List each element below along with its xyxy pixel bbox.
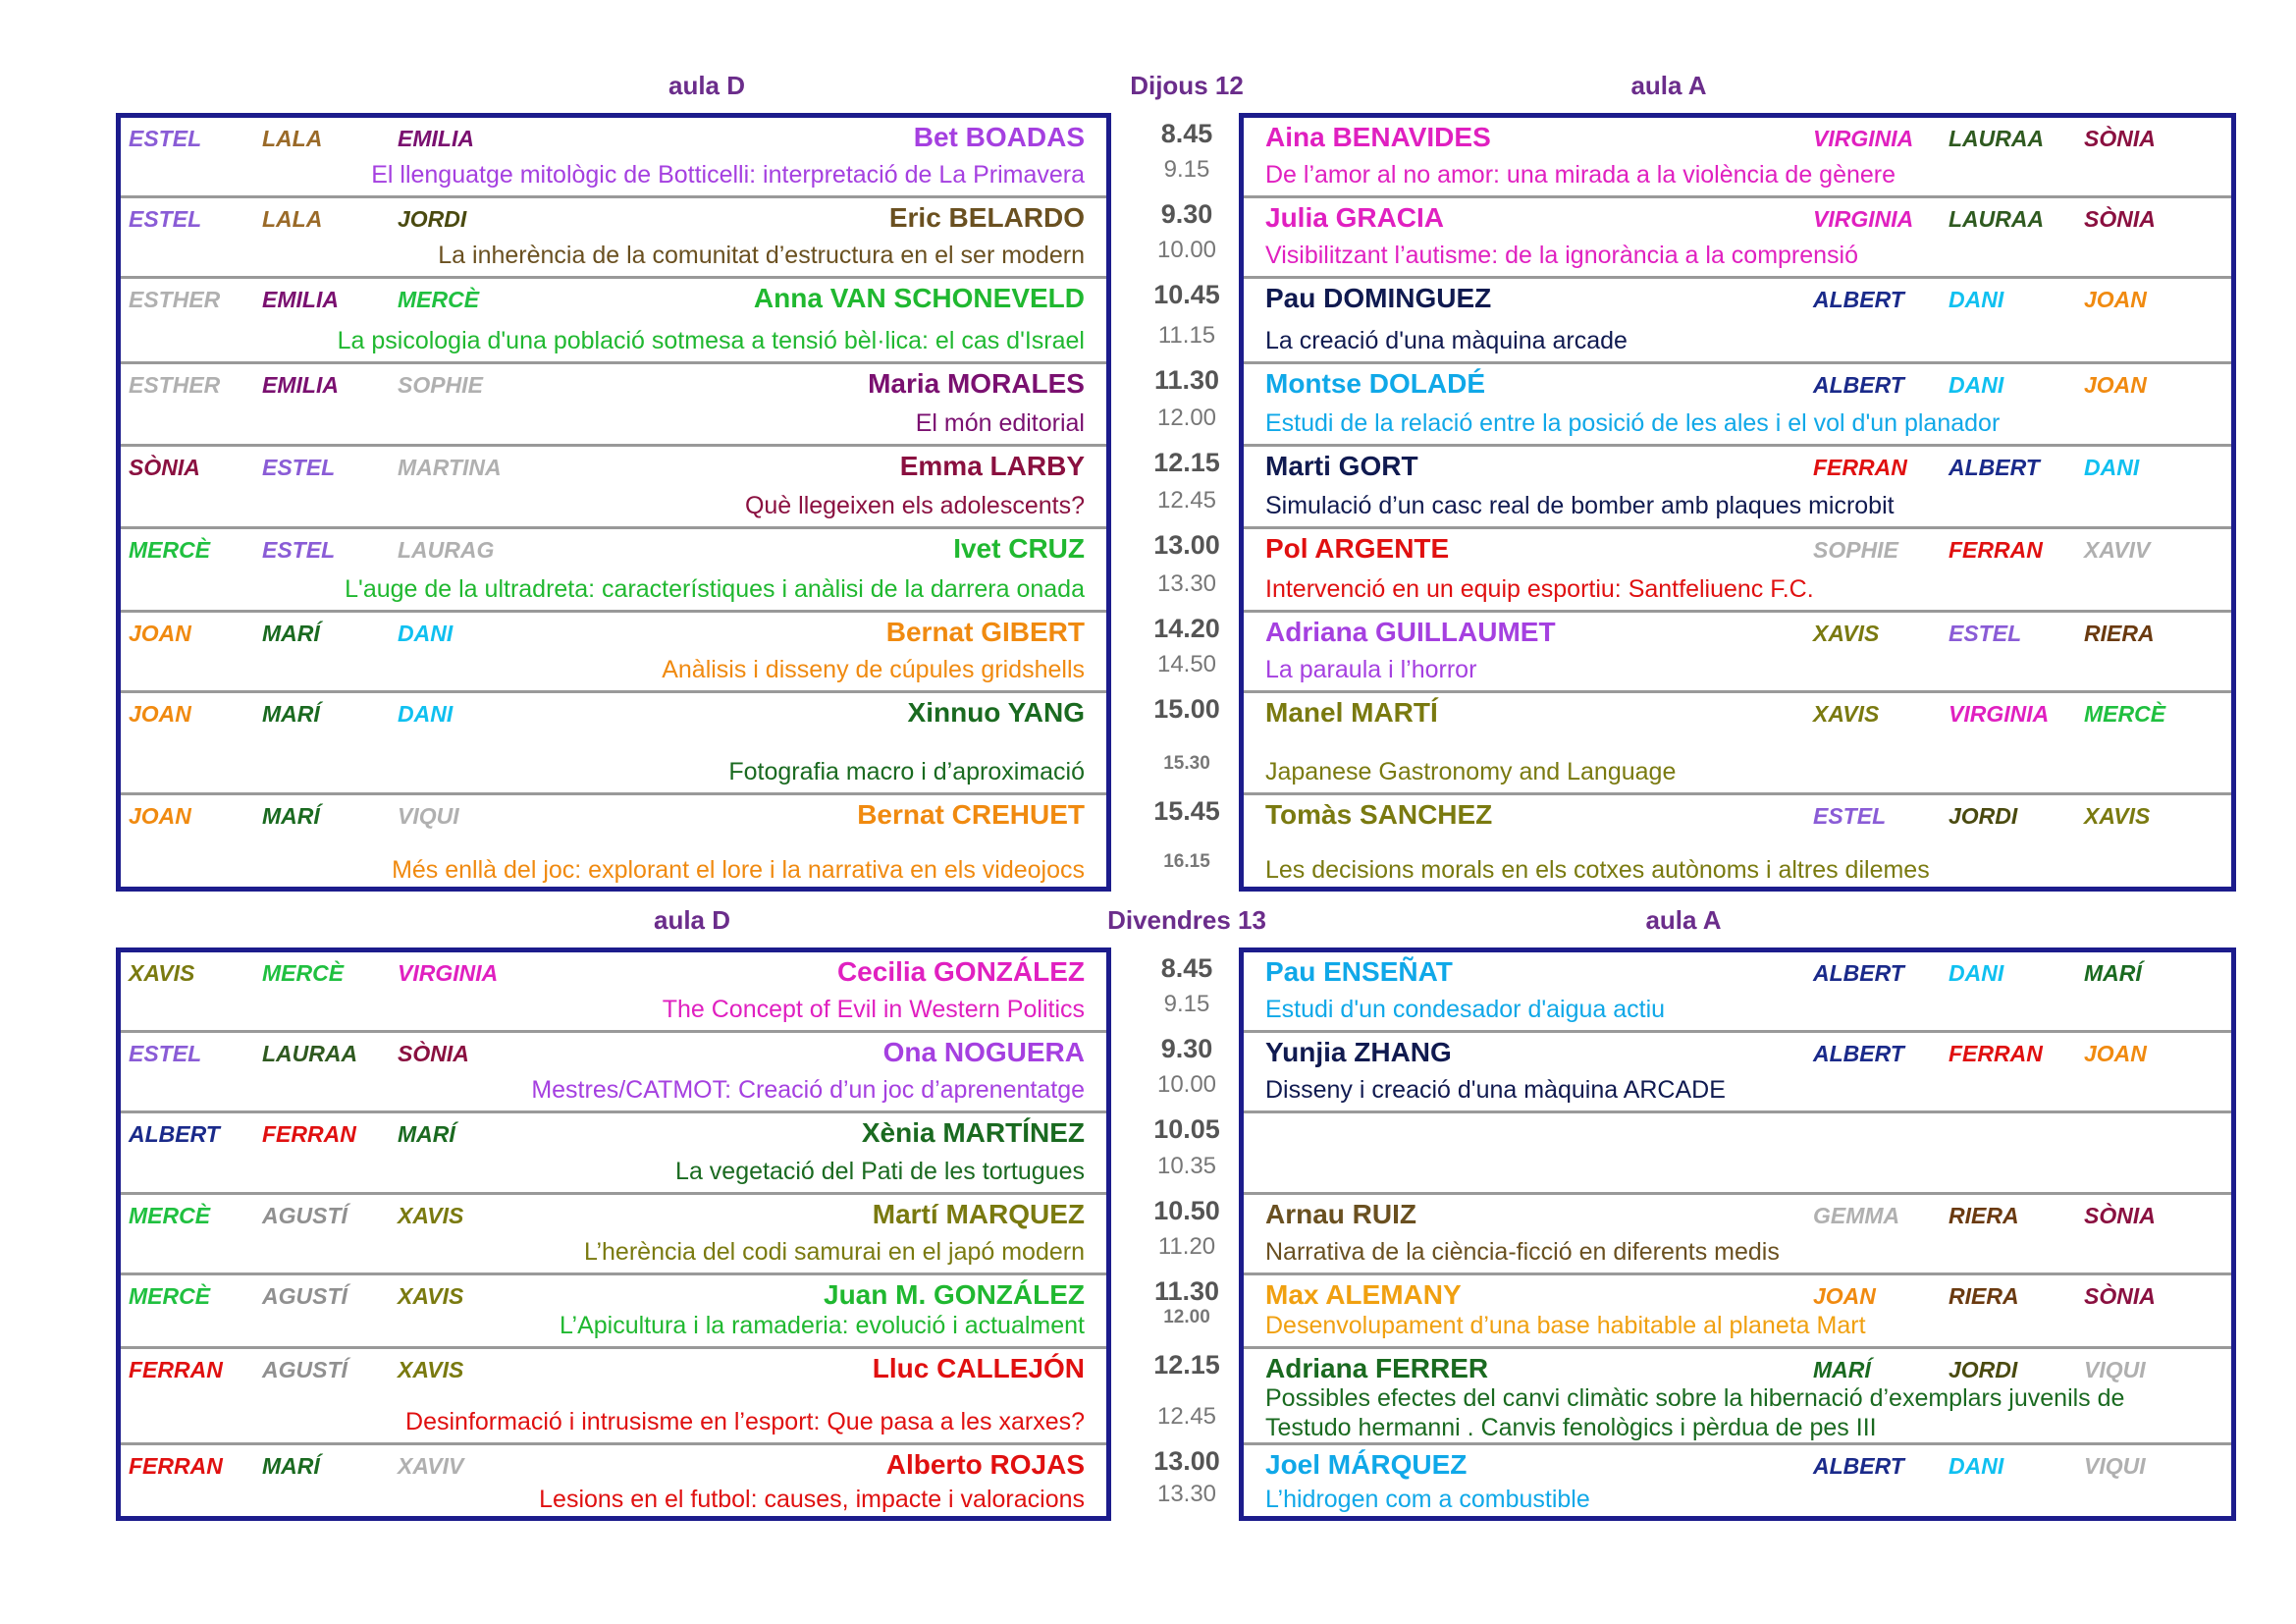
evaluator-name: XAVIS [398,1357,464,1382]
end-time: 12.00 [1156,405,1217,431]
evaluator-name: JOAN [129,621,191,646]
project-title: La vegetació del Pati de les tortugues [675,1158,1085,1185]
evaluator-name: MERCÈ [2084,701,2166,727]
time-slot [1111,1271,1262,1344]
project-title: Anàlisis i disseny de cúpules gridshells [662,656,1085,683]
student-name: Joel MÁRQUEZ [1265,1449,1468,1480]
evaluator-name: MARÍ [262,803,320,829]
start-time: 8.45 [1160,953,1213,983]
table-row [1244,613,2231,693]
evaluator-name: JORDI [1949,803,2018,829]
day-header: Dijous 12 [1130,71,1244,100]
project-title: Més enllà del joc: explorant el lore i la narrativa en els videojocs [392,856,1085,884]
start-time: 9.30 [1160,1034,1213,1063]
time-slot [1111,359,1262,442]
evaluator-name: XAVIV [2084,537,2151,563]
student-name: Max ALEMANY [1265,1279,1462,1310]
end-time: 9.15 [1163,156,1210,183]
evaluator-name: AGUSTÍ [262,1357,347,1382]
student-name: Anna VAN SCHONEVELD [753,283,1085,313]
project-title: Desenvolupament d’una base habitable al planeta Mart [1265,1312,1866,1339]
student-name: Tomàs SANCHEZ [1265,799,1493,830]
evaluator-name: FERRAN [1813,455,1907,480]
evaluator-name: ALBERT [1813,372,1904,398]
evaluator-name: SÒNIA [2084,1283,2156,1309]
evaluator-name: ESTHER [129,372,221,398]
time-slot [1111,113,1262,193]
project-title: L’Apicultura i la ramaderia: evolució i actualment [560,1312,1085,1339]
evaluator-name: ALBERT [1949,455,2040,480]
evaluator-name: ESTEL [262,455,336,480]
student-name: Eric BELARDO [888,202,1085,233]
start-time: 9.30 [1160,199,1213,229]
table-row [121,279,1106,364]
student-name: Xènia MARTÍNEZ [861,1117,1085,1148]
evaluator-name: ESTEL [129,126,202,151]
end-time: 9.15 [1163,991,1210,1017]
row-divider [1244,1442,2231,1445]
room-header-left: aula D [653,905,731,935]
evaluator-name: EMILIA [262,372,339,398]
time-slot [1111,947,1262,1028]
student-name: Ivet CRUZ [953,533,1085,564]
start-time: 15.45 [1153,796,1220,826]
student-name: Bet BOADAS [913,122,1085,152]
table-row [121,1445,1106,1523]
end-time: 10.00 [1156,237,1217,263]
row-divider [121,690,1106,693]
evaluator-name: XAVIS [1813,701,1880,727]
row-divider [1244,690,2231,693]
table-row [121,1349,1106,1445]
table-row [121,198,1106,279]
evaluator-name: XAVIS [1813,621,1880,646]
end-time: 13.30 [1156,1481,1217,1507]
evaluator-name: RIERA [1949,1203,2019,1228]
evaluator-name: DANI [1949,1453,2004,1479]
table-row [121,795,1106,893]
table-row [1244,1195,2231,1275]
evaluator-name: MERCÈ [262,960,345,986]
evaluator-name: MERCÈ [398,287,480,312]
student-name: Aina BENAVIDES [1265,122,1491,152]
end-time: 12.00 [1163,1307,1210,1327]
table-row [121,1275,1106,1349]
row-divider [1244,610,2231,613]
project-title: L’hidrogen com a combustible [1265,1486,1590,1513]
evaluator-name: VIRGINIA [1813,126,1914,151]
evaluator-name: VIQUI [2084,1357,2146,1382]
evaluator-name: AGUSTÍ [262,1203,347,1228]
row-divider [121,1110,1106,1113]
student-name: Maria MORALES [868,368,1085,399]
end-time: 11.20 [1157,1233,1216,1260]
project-title: Japanese Gastronomy and Language [1265,758,1677,785]
start-time: 11.30 [1153,1276,1220,1306]
evaluator-name: VIRGINIA [398,960,499,986]
student-name: Martí MARQUEZ [872,1199,1085,1229]
table-row [1244,1349,2231,1445]
evaluator-name: MARTINA [398,455,502,480]
table-row [1244,279,2231,364]
project-title: La psicologia d'una població sotmesa a tensió bèl·lica: el cas d'Israel [337,327,1085,354]
evaluator-name: DANI [1949,960,2004,986]
evaluator-name: FERRAN [129,1357,223,1382]
table-row [1244,1445,2231,1523]
evaluator-name: ESTEL [129,1041,202,1066]
evaluator-name: VIRGINIA [1813,206,1914,232]
evaluator-name: FERRAN [129,1453,223,1479]
evaluator-name: ALBERT [129,1121,220,1147]
time-slot [1111,193,1262,274]
start-time: 8.45 [1160,119,1213,148]
row-divider [1244,1192,2231,1195]
table-row [121,1033,1106,1113]
evaluator-name: ALBERT [1813,287,1904,312]
evaluator-name: VIRGINIA [1949,701,2050,727]
evaluator-name: LAURAA [262,1041,358,1066]
table-row [121,529,1106,613]
schedule-table-aula-d [116,113,1111,892]
schedule-table-aula-a [1239,113,2236,892]
student-name: Cecilia GONZÁLEZ [836,956,1085,987]
project-title: Disseny i creació d'una màquina ARCADE [1265,1076,1726,1104]
evaluator-name: LALA [262,206,323,232]
evaluator-name: GEMMA [1813,1203,1900,1228]
day-header: Divendres 13 [1107,905,1266,935]
evaluator-name: LAURAA [1949,206,2045,232]
end-time: 16.15 [1163,851,1210,872]
end-time: 10.00 [1156,1071,1217,1098]
row-divider [1244,1110,2231,1113]
table-row [121,693,1106,795]
row-divider [1244,1272,2231,1275]
row-divider [121,444,1106,447]
evaluator-name: DANI [1949,287,2004,312]
table-row [121,118,1106,198]
student-name: Emma LARBY [899,451,1085,481]
project-title: The Concept of Evil in Western Politics [662,996,1085,1023]
row-divider [1244,1346,2231,1349]
project-title: Simulació d’un casc real de bomber amb plaques microbit [1265,492,1895,519]
row-divider [1244,444,2231,447]
evaluator-name: ESTEL [1949,621,2022,646]
evaluator-name: MARÍ [398,1121,455,1147]
evaluator-name: MARÍ [1813,1357,1871,1382]
project-title: Les decisions morals en els cotxes autònoms i altres dilemes [1265,856,1930,884]
evaluator-name: JORDI [1949,1357,2018,1382]
student-name: Bernat GIBERT [885,617,1085,647]
time-slot [1111,790,1262,889]
evaluator-name: ESTEL [262,537,336,563]
evaluator-name: XAVIV [398,1453,464,1479]
row-divider [121,1346,1106,1349]
evaluator-name: FERRAN [262,1121,356,1147]
row-divider [1244,276,2231,279]
row-divider [1244,361,2231,364]
table-row [121,364,1106,447]
time-slot [1111,1028,1262,1109]
row-divider [121,1272,1106,1275]
student-name: Marti GORT [1265,451,1418,481]
evaluator-name: RIERA [2084,621,2155,646]
row-divider [121,610,1106,613]
end-time: 15.30 [1163,753,1210,774]
project-title: Desinformació i intrusisme en l’esport: Que pasa a les xarxes? [405,1408,1085,1435]
student-name: Adriana FERRER [1265,1353,1489,1383]
start-time: 10.45 [1153,280,1220,309]
row-divider [1244,526,2231,529]
student-name: Pol ARGENTE [1265,533,1450,564]
time-slot [1111,1190,1262,1271]
table-row [1244,1275,2231,1349]
evaluator-name: RIERA [1949,1283,2019,1309]
evaluator-name: MERCÈ [129,1283,211,1309]
evaluator-name: JORDI [398,206,467,232]
student-name: Alberto ROJAS [885,1449,1085,1480]
project-title: L'auge de la ultradreta: característiques i anàlisi de la darrera onada [345,575,1085,603]
student-name: Julia GRACIA [1265,202,1445,233]
evaluator-name: XAVIS [2084,803,2151,829]
student-name: Pau DOMINGUEZ [1265,283,1492,313]
end-time: 14.50 [1156,651,1217,677]
project-title: Visibilitzant l’autisme: de la ignorància a la comprensió [1265,242,1859,269]
evaluator-name: MARÍ [262,1453,320,1479]
project-title: Fotografia macro i d’aproximació [728,758,1085,785]
room-header-left: aula D [667,71,746,100]
table-row [1244,198,2231,279]
project-title: Possibles efectes del canvi climàtic sobre la hibernació d’exemplars juvenils de [1265,1384,2125,1412]
start-time: 10.05 [1153,1114,1220,1144]
evaluator-name: VIQUI [2084,1453,2146,1479]
project-title: L’herència del codi samurai en el japó modern [583,1238,1085,1266]
evaluator-name: JOAN [1813,1283,1876,1309]
evaluator-name: SÒNIA [2084,206,2156,232]
row-divider [121,1030,1106,1033]
row-divider [121,792,1106,795]
evaluator-name: ALBERT [1813,1453,1904,1479]
start-time: 13.00 [1153,1446,1220,1476]
evaluator-name: SÒNIA [398,1041,469,1066]
project-title: El llenguatge mitològic de Botticelli: interpretació de La Primavera [371,161,1085,189]
student-name: Adriana GUILLAUMET [1265,617,1556,647]
project-title: Lesions en el futbol: causes, impacte i valoracions [539,1486,1085,1513]
project-title: Narrativa de la ciència-ficció en diferents medis [1265,1238,1780,1266]
row-divider [1244,792,2231,795]
end-time: 10.35 [1156,1153,1217,1179]
start-time: 15.00 [1153,694,1220,724]
table-row [1244,693,2231,795]
evaluator-name: MERCÈ [129,537,211,563]
evaluator-name: MARÍ [2084,960,2142,986]
evaluator-name: XAVIS [398,1283,464,1309]
table-row [1244,795,2231,893]
start-time: 11.30 [1153,365,1220,395]
project-title: La paraula i l’horror [1265,656,1477,683]
evaluator-name: DANI [2084,455,2140,480]
evaluator-name: MARÍ [262,621,320,646]
project-title: Intervenció en un equip esportiu: Santfeliuenc F.C. [1265,575,1814,603]
evaluator-name: LALA [262,126,323,151]
evaluator-name: SOPHIE [1813,537,1898,563]
evaluator-name: AGUSTÍ [262,1283,347,1309]
table-row [1244,118,2231,198]
project-title: El món editorial [915,409,1085,437]
start-time: 10.50 [1153,1196,1220,1225]
project-title: Què llegeixen els adolescents? [744,492,1085,519]
evaluator-name: MERCÈ [129,1203,211,1228]
evaluator-name: SÒNIA [2084,1203,2156,1228]
row-divider [121,361,1106,364]
project-title: Estudi de la relació entre la posició de les ales i el vol d'un planador [1265,409,2001,437]
start-time: 12.15 [1153,1350,1220,1380]
student-name: Lluc CALLEJÓN [872,1353,1085,1383]
time-slot [1111,274,1262,359]
table-row [1244,1113,2231,1195]
evaluator-name: VIQUI [398,803,459,829]
project-title: De l’amor al no amor: una mirada a la violència de gènere [1265,161,1896,189]
table-row [1244,364,2231,447]
time-slot [1111,1440,1262,1518]
evaluator-name: LAURAA [1949,126,2045,151]
start-time: 12.15 [1153,448,1220,477]
student-name: Pau ENSEÑAT [1265,956,1453,987]
room-header-right: aula A [1630,71,1707,100]
student-name: Juan M. GONZÁLEZ [824,1279,1085,1310]
row-divider [121,1192,1106,1195]
project-title: La creació d'una màquina arcade [1265,327,1628,354]
time-slot [1111,1344,1262,1440]
evaluator-name: FERRAN [1949,1041,2043,1066]
evaluator-name: JOAN [129,803,191,829]
project-title-line2: Testudo hermanni . Canvis fenològics i pèrdua de pes III [1265,1414,1877,1441]
table-row [121,613,1106,693]
evaluator-name: EMILIA [262,287,339,312]
evaluator-name: DANI [398,701,454,727]
end-time: 12.45 [1156,1403,1217,1430]
evaluator-name: EMILIA [398,126,474,151]
evaluator-name: XAVIS [129,960,195,986]
evaluator-name: XAVIS [398,1203,464,1228]
evaluator-name: FERRAN [1949,537,2043,563]
end-time: 13.30 [1156,570,1217,597]
room-header-right: aula A [1645,905,1722,935]
row-divider [121,526,1106,529]
evaluator-name: DANI [398,621,454,646]
evaluator-name: SOPHIE [398,372,483,398]
evaluator-name: JOAN [2084,287,2147,312]
project-title: Mestres/CATMOT: Creació d’un joc d’aprenentatge [531,1076,1085,1104]
evaluator-name: LAURAG [398,537,495,563]
evaluator-name: MARÍ [262,701,320,727]
evaluator-name: SÒNIA [129,455,200,480]
row-divider [121,276,1106,279]
schedule-table-aula-d [116,947,1111,1521]
table-row [1244,447,2231,529]
time-slot [1111,524,1262,608]
student-name: Yunjia ZHANG [1265,1037,1452,1067]
time-slot [1111,608,1262,688]
row-divider [1244,195,2231,198]
evaluator-name: ESTEL [129,206,202,232]
evaluator-name: ESTHER [129,287,221,312]
row-divider [1244,1030,2231,1033]
table-row [1244,1033,2231,1113]
table-row [121,952,1106,1033]
table-row [121,447,1106,529]
evaluator-name: JOAN [129,701,191,727]
student-name: Xinnuo YANG [907,697,1085,728]
row-divider [121,1442,1106,1445]
end-time: 11.15 [1157,322,1216,349]
table-row [1244,529,2231,613]
evaluator-name: JOAN [2084,1041,2147,1066]
schedule-table-aula-a [1239,947,2236,1521]
student-name: Bernat CREHUET [857,799,1085,830]
project-title: Estudi d'un condesador d'aigua actiu [1265,996,1666,1023]
start-time: 14.20 [1153,614,1220,643]
time-slot [1111,442,1262,524]
evaluator-name: ALBERT [1813,960,1904,986]
student-name: Arnau RUIZ [1265,1199,1416,1229]
time-slot [1111,688,1262,790]
end-time: 12.45 [1156,487,1217,514]
row-divider [121,195,1106,198]
evaluator-name: JOAN [2084,372,2147,398]
student-name: Montse DOLADÉ [1265,368,1485,399]
table-row [1244,952,2231,1033]
project-title: La inherència de la comunitat d’estructura en el ser modern [438,242,1085,269]
start-time: 13.00 [1153,530,1220,560]
table-row [121,1195,1106,1275]
evaluator-name: ESTEL [1813,803,1887,829]
evaluator-name: SÒNIA [2084,126,2156,151]
evaluator-name: DANI [1949,372,2004,398]
evaluator-name: ALBERT [1813,1041,1904,1066]
table-row [121,1113,1106,1195]
student-name: Ona NOGUERA [882,1037,1085,1067]
time-slot [1111,1109,1262,1190]
student-name: Manel MARTÍ [1265,697,1438,728]
